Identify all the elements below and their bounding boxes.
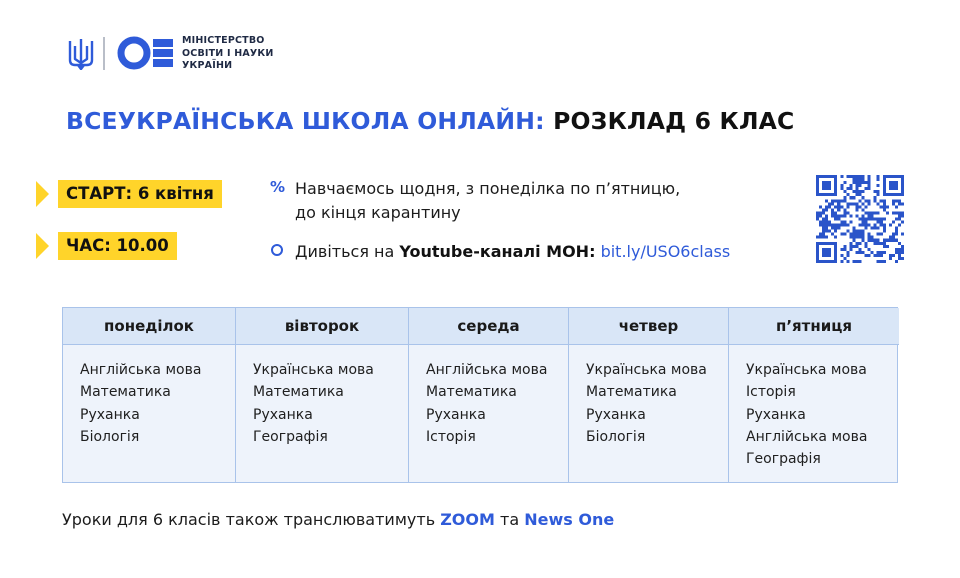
subject-item: Українська мова xyxy=(253,362,374,378)
trident-icon xyxy=(68,38,94,70)
schedule-column xyxy=(236,308,409,482)
day-header: понеділок xyxy=(63,308,235,345)
schedule-table xyxy=(62,307,898,483)
subject-item: Руханка xyxy=(426,406,486,423)
subject-list xyxy=(729,345,899,470)
youtube-channel-label: Youtube-каналі МОН: xyxy=(399,242,596,261)
study-info-line: Навчаємось щодня, з понеділка по п’ятницю, xyxy=(295,179,681,198)
schedule-column xyxy=(729,308,899,482)
footer-newsone: News One xyxy=(524,510,615,529)
day-header: п’ятниця xyxy=(729,308,899,345)
subject-item: Українська мова xyxy=(746,362,867,378)
ministry-line: УКРАЇНИ xyxy=(182,60,233,71)
start-arrow-icon xyxy=(36,181,49,207)
subject-item: Математика xyxy=(426,384,517,401)
subject-item: Руханка xyxy=(586,406,646,423)
schedule-column xyxy=(63,308,236,482)
subject-item: Руханка xyxy=(746,406,806,423)
ministry-name xyxy=(182,35,274,73)
footer-zoom: ZOOM xyxy=(440,510,495,529)
subject-item: Географія xyxy=(253,428,328,445)
time-badge: ЧАС: 10.00 xyxy=(58,232,177,260)
title-part-blue: ВСЕУКРАЇНСЬКА ШКОЛА ОНЛАЙН: xyxy=(66,107,545,135)
subject-item: Руханка xyxy=(253,406,313,423)
subject-item: Англійська мова xyxy=(426,362,548,378)
time-arrow-icon xyxy=(36,233,49,259)
footer-prefix: Уроки для 6 класів також транслюватимуть xyxy=(62,510,441,529)
youtube-link[interactable]: bit.ly/USO6class xyxy=(600,242,731,261)
schedule-column xyxy=(569,308,729,482)
start-date-badge: СТАРТ: 6 квітня xyxy=(58,180,222,208)
day-header: четвер xyxy=(569,308,728,345)
subject-item: Історія xyxy=(426,428,476,445)
day-header: середа xyxy=(409,308,568,345)
subject-item: Історія xyxy=(746,384,796,401)
subject-item: Англійська мова xyxy=(746,428,868,445)
page-title xyxy=(66,107,795,135)
study-info xyxy=(295,177,765,225)
logo-divider xyxy=(103,37,105,70)
youtube-info-prefix: Дивіться на xyxy=(295,242,400,261)
subject-list xyxy=(569,345,728,448)
subject-item: Географія xyxy=(746,451,821,468)
subject-item: Математика xyxy=(253,384,344,401)
subject-item: Математика xyxy=(586,384,677,401)
subject-item: Руханка xyxy=(80,406,140,423)
percent-icon: % xyxy=(270,178,286,196)
title-part-black: РОЗКЛАД 6 КЛАС xyxy=(553,107,795,135)
subject-item: Англійська мова xyxy=(80,362,202,378)
qr-code-icon[interactable] xyxy=(816,175,904,263)
subject-list xyxy=(409,345,568,448)
schedule-column xyxy=(409,308,569,482)
subject-item: Українська мова xyxy=(586,362,707,378)
youtube-info xyxy=(295,240,730,264)
subject-list xyxy=(63,345,235,448)
moe-logo-icon xyxy=(117,36,175,70)
ministry-line: МІНІСТЕРСТВО xyxy=(182,35,265,46)
subject-item: Біологія xyxy=(80,428,140,445)
day-header: вівторок xyxy=(236,308,408,345)
subject-item: Біологія xyxy=(586,428,646,445)
ministry-line: ОСВІТИ І НАУКИ xyxy=(182,47,274,59)
subject-item: Математика xyxy=(80,384,171,401)
study-info-line: до кінця карантину xyxy=(295,203,461,222)
circle-bullet-icon xyxy=(271,244,283,256)
footer-note xyxy=(62,510,614,529)
footer-mid: та xyxy=(494,510,525,529)
subject-list xyxy=(236,345,408,448)
